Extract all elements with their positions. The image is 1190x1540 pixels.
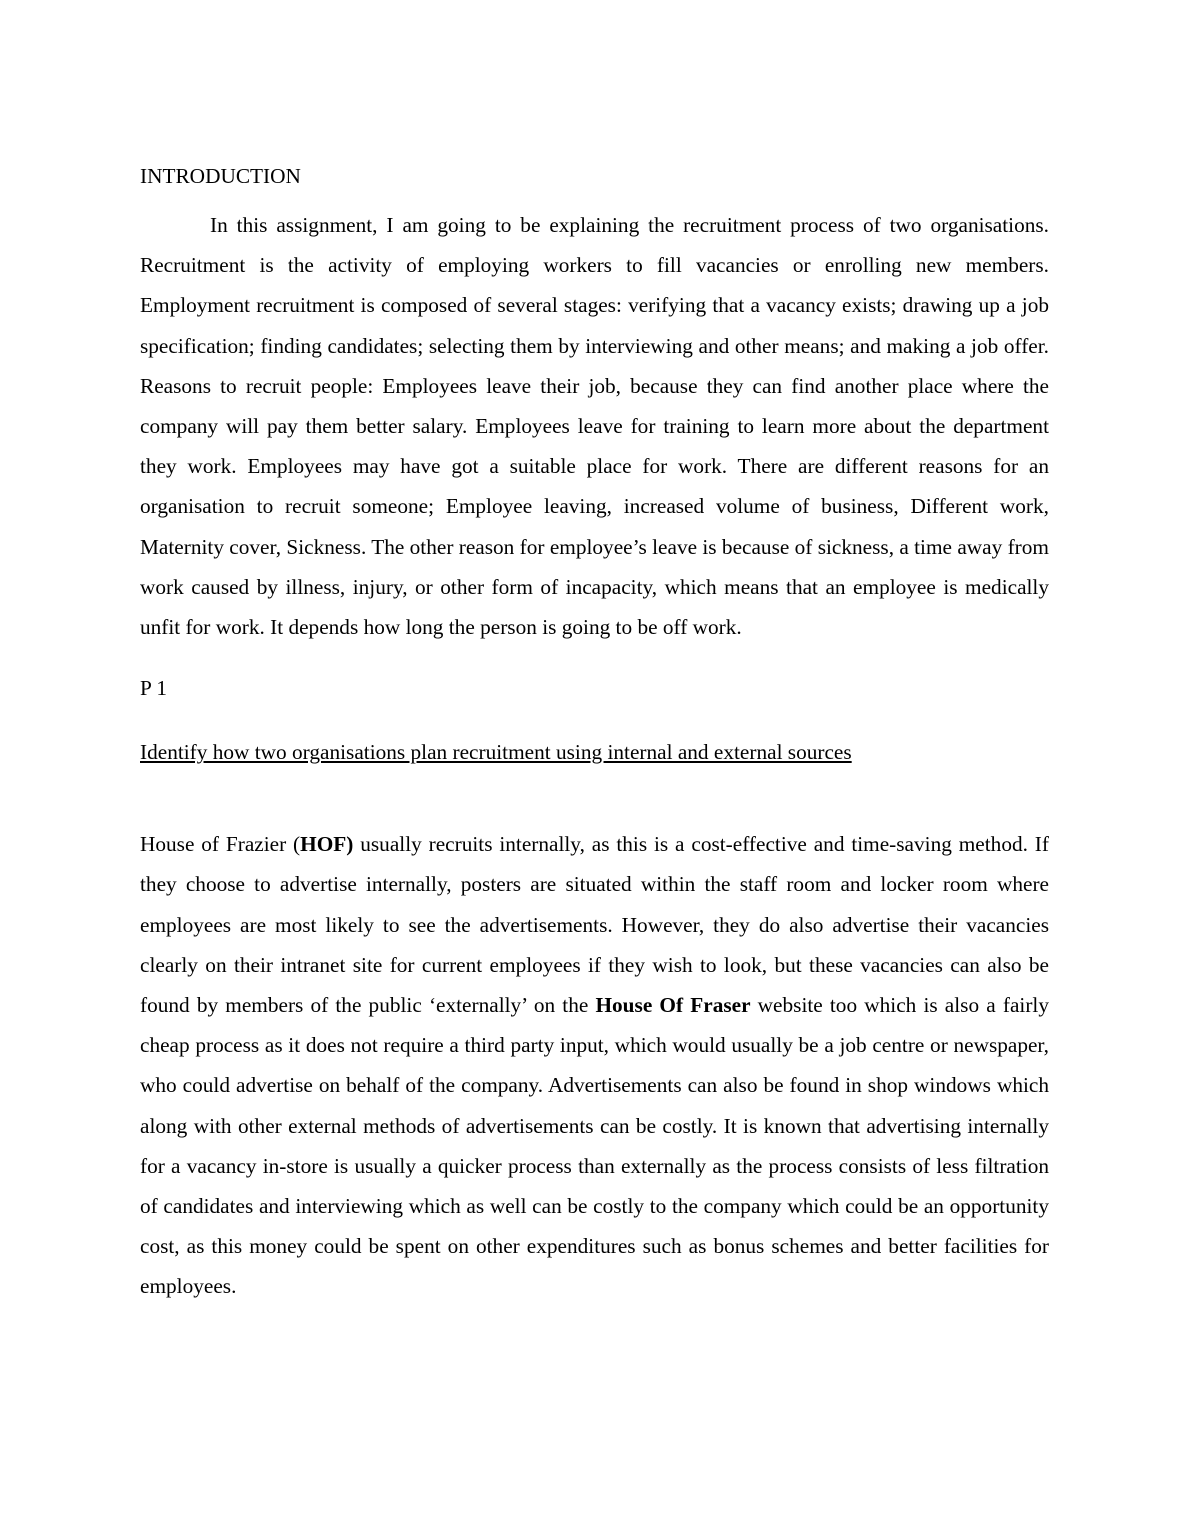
hof-abbreviation: HOF)	[300, 832, 354, 857]
intro-heading: INTRODUCTION	[140, 164, 301, 188]
section-title: Identify how two organisations plan recruitment using internal and external sources	[140, 740, 852, 765]
hof-paragraph	[140, 824, 1049, 1306]
hof-paragraph-part1: House of Frazier (	[140, 832, 301, 857]
intro-paragraph: In this assignment, I am going to be explaining the recruitment process of two organisations. Recruitment is the activity of employing workers to fill vacancies or enrolling new members. Employment recruitment is composed of several stages: verifying that a vacancy exists; drawing up a job specification; finding candidates; selecting them by interviewing and other means; and making a job offer. Reasons to recruit people: Employees leave their job, because they can find another place where the company will pay them better salary. Employees leave for training to learn more about the department they work. Employees may have got a suitable place for work. There are different reasons for an organisation to recruit someone; Employee leaving, increased volume of business, Different work, Maternity cover, Sickness. The other reason for employee’s leave is because of sickness, a time away from work caused by illness, injury, or other form of incapacity, which means that an employee is medically unfit for work. It depends how long the person is going to be off work.	[140, 213, 1049, 640]
house-of-fraser-name: House Of Fraser	[595, 993, 751, 1018]
section-label: P 1	[140, 676, 168, 701]
hof-paragraph-part3: website too which is also a fairly cheap process as it does not require a third party input, which would usually be a job centre or newspaper, who could advertise on behalf of the company. Advertisements can also be found in shop windows which along with other external methods of advertisements can be costly. It is known that advertising internally for a vacancy in-store is usually a quicker process than externally as the process consists of less filtration of candidates and interviewing which as well can be costly to the company which could be an opportunity cost, as this money could be spent on other expenditures such as bonus schemes and better facilities for employees.	[140, 993, 1049, 1299]
hof-paragraph-part2: usually recruits internally, as this is a cost-effective and time-saving method. If they choose to advertise internally, posters are situated within the staff room and locker room where employees are most likely to see the advertisements. However, they do also advertise their vacancies clearly on their intranet site for current employees if they wish to look, but these vacancies can also be found by members of the public ‘externally’ on the	[140, 832, 1049, 1018]
page-content	[140, 160, 1049, 1307]
